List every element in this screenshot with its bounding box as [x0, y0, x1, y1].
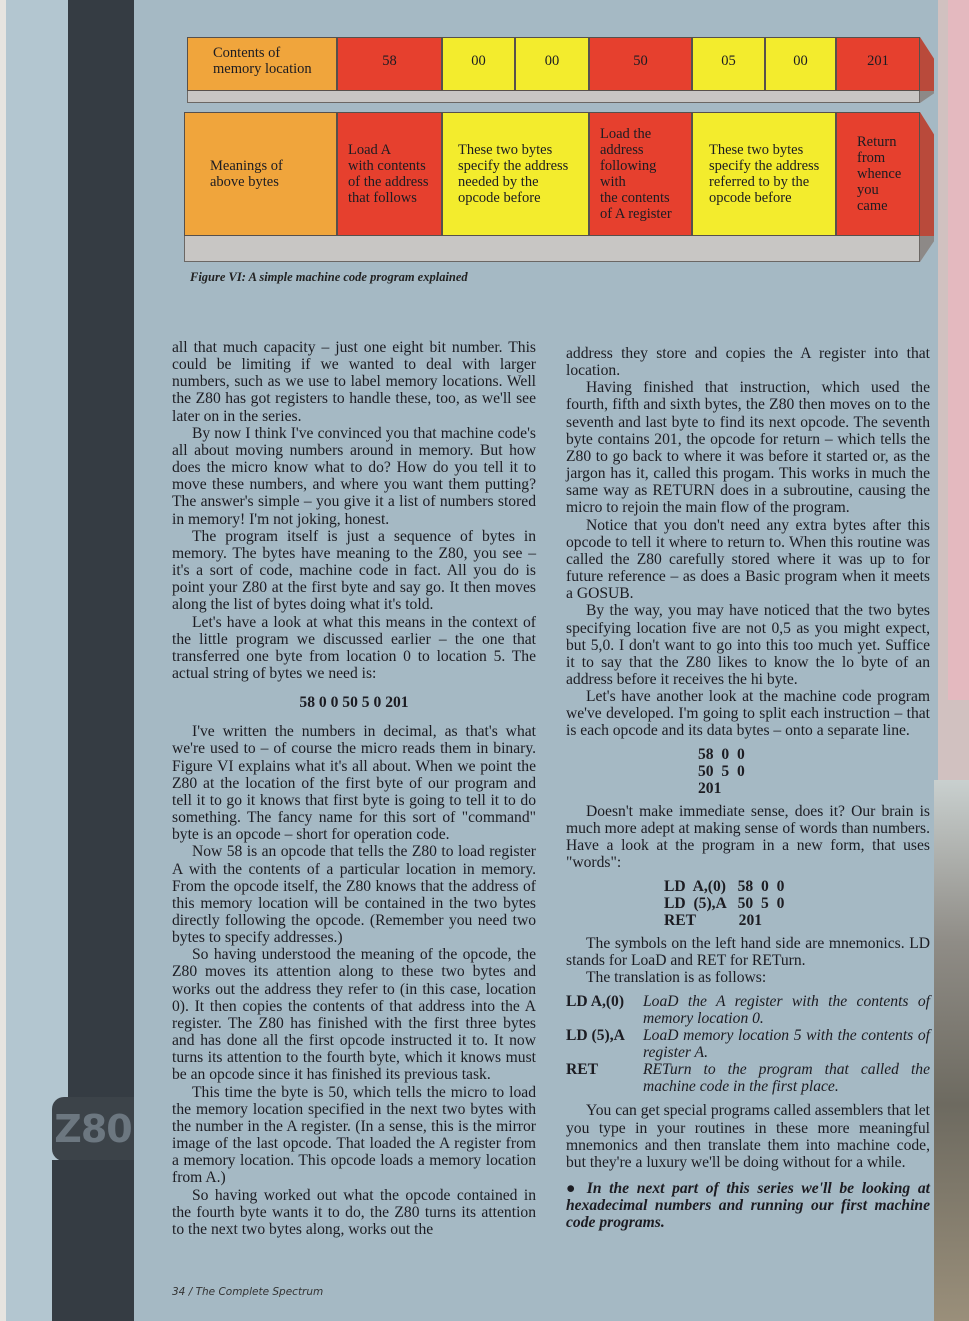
- mnemonic-row: [566, 1027, 930, 1061]
- paragraph: Let's have another look at the machine code program we've developed. I'm going to split each instruction – that is each opcode and its data bytes – onto a separate line.: [566, 688, 930, 740]
- bottom-row-side: [920, 112, 934, 236]
- mnemonic-desc: LoaD memory location 5 with the contents of register A.: [643, 1026, 930, 1061]
- code-block-mnemonics: [664, 878, 930, 929]
- paragraph: By the way, you may have noticed that the two bytes specifying location five are not 0,5 as you might expect, but 5,0. I don't want to go into this too much yet. Suffice it to say that the Z80 likes to know the lo byte of an address before it receives the hi byte.: [566, 602, 930, 688]
- byte-cell-1: [337, 37, 442, 91]
- byte-value: 58: [382, 53, 397, 69]
- page-edge: [0, 0, 6, 1321]
- paragraph: The program itself is just a sequence of bytes in memory. The bytes have meaning to the Z80, you see – it's a sort of code, machine code in fact. All you do is point your Z80 at the first byte and say go. It then moves along the list of bytes doing what it's told.: [172, 527, 536, 614]
- byte-value: 50: [633, 53, 648, 69]
- paragraph: The translation is as follows:: [586, 969, 767, 987]
- byte-value: 00: [544, 53, 560, 69]
- left-column: [172, 339, 536, 1238]
- byte-value: 05: [721, 53, 736, 69]
- code-line: 201: [698, 779, 722, 797]
- byte-cell-2: [442, 37, 515, 91]
- meaning-cell-4: [692, 112, 836, 236]
- paragraph: This time the byte is 50, which tells the micro to load the memory location specified in the next two bytes with the number in the A register. (In a sense, this is the mirror image of the last opcode. That loaded the A register from a memory location. This opcode loads a memory location from A.): [172, 1083, 536, 1187]
- paragraph: Doesn't make immediate sense, does it? Our brain is much more adept at making sense of words than numbers. Have a look at the program in a new form, that uses "words":: [566, 803, 930, 872]
- meaning-text: Load the address following with the contents of A register: [600, 126, 672, 222]
- right-margin-pink: [948, 0, 969, 700]
- paragraph: Let's have a look at what this means in the context of the little program we discussed earlier – the one that transferred one byte from location 0 to location 5. The actual string of bytes we need is:: [172, 613, 536, 682]
- paragraph: So having understood the meaning of the opcode, the Z80 moves its attention along to these two bytes and works out the address they refer to (in this case, location 0). It then copies the contents of that address into the A register. The Z80 has finished with the first three bytes and has done all the first opcode instructed it to. It now turns its attention to the fourth byte, which it knows must be an opcode since it has finished its previous task.: [172, 946, 536, 1084]
- page-footer: 34 / The Complete Spectrum: [172, 1286, 324, 1298]
- meaning-text: Return from whence you came: [857, 134, 902, 214]
- code-line: 50 5 0: [698, 762, 745, 780]
- side-bar-lower: [52, 1160, 134, 1321]
- paragraph: address they store and copies the A register into that location.: [566, 345, 930, 380]
- paragraph: By now I think I've convinced you that machine code's all about moving numbers around in memory. But how does the micro know what to do? How do you tell it to move these numbers, and where you want them putting? The answer's simple – you give it a list of numbers stored in memory! I'm not joking, honest.: [172, 424, 536, 528]
- meanings-label: Meanings of above bytes: [210, 158, 283, 190]
- code-line: 58 0 0: [698, 745, 745, 763]
- bottom-row-ledge: [184, 236, 920, 262]
- meaning-cell-3: [589, 112, 692, 236]
- meaning-text: These two bytes specify the address needed by the opcode before: [458, 142, 569, 206]
- code-line: RET 201: [664, 911, 763, 929]
- meaning-text: Load A with contents of the address that follows: [348, 142, 429, 206]
- byte-string: 58 0 0 50 5 0 201: [299, 694, 409, 712]
- z80-side-tab: Z80: [52, 1097, 134, 1161]
- mnemonic-desc: RETurn to the program that called the machine code in the first place.: [643, 1061, 930, 1096]
- mnemonic-key: RET: [566, 1061, 599, 1079]
- contents-label-cell: [187, 37, 337, 91]
- right-column: [566, 345, 930, 1232]
- mnemonic-key: LD (5),A: [566, 1026, 625, 1044]
- top-ledge-corner: [920, 91, 934, 103]
- meaning-cell-1: [337, 112, 442, 236]
- paragraph: The symbols on the left hand side are mnemonics. LD stands for LoaD and RET for RETurn.: [566, 935, 930, 970]
- paragraph: So having worked out what the opcode contained in the fourth byte wants it to do, the Z80 turns its attention to the next two bytes along, works out the: [172, 1186, 536, 1238]
- mnemonic-row: [566, 1061, 930, 1095]
- byte-cell-6: [765, 37, 836, 91]
- paragraph: You can get special programs called assemblers that let you type in your routines in these more meaningful mnemonics and then translate them into machine code, but they're a luxury we'll be doing without for a while.: [566, 1102, 930, 1171]
- bottom-ledge-corner: [920, 236, 934, 262]
- mnemonic-desc: LoaD the A register with the contents of memory location 0.: [643, 992, 930, 1027]
- paragraph: Notice that you don't need any extra bytes after this opcode to tell it where to return to. When this routine was called the Z80 carefully stored where it was up to for future reference – as does a Basic program when it meets a GOSUB.: [566, 516, 930, 603]
- byte-value: 201: [867, 53, 889, 69]
- byte-cell-7: [836, 37, 920, 91]
- paragraph: all that much capacity – just one eight bit number. This could be limiting if we wanted to deal with larger numbers, such as we use to label memory locations. Well the Z80 has got registers to handle these, too, as we'll see later on in the series.: [172, 339, 536, 425]
- meanings-label-cell: [184, 112, 337, 236]
- top-row-side: [920, 37, 934, 91]
- byte-value: 00: [793, 53, 808, 69]
- byte-value: 00: [471, 53, 486, 69]
- mnemonic-row: [566, 993, 930, 1027]
- paragraph: Now 58 is an opcode that tells the Z80 to load register A with the contents of a particular location in memory. From the opcode itself, the Z80 knows that the address of this memory location will be contained in the two bytes directly following the opcode. (Remember you need two bytes to specify addresses.): [172, 843, 536, 947]
- paragraph: Having finished that instruction, which used the fourth, fifth and sixth bytes, the Z80 then moves on to the seventh and last byte to find its next opcode. The seventh byte contains 201, the opcode for return – which tells the Z80 to go back to where it was before it started or, as the jargon has it, called this progam. This works in much the same way as RETURN does in a subroutine, causing the micro to rejoin the main flow of the program.: [566, 379, 930, 517]
- meaning-text: These two bytes specify the address referred to by the opcode before: [709, 142, 820, 206]
- figure-caption: Figure VI: A simple machine code program explained: [190, 270, 468, 284]
- byte-cell-3: [515, 37, 589, 91]
- next-part-note: ● In the next part of this series we'll be looking at hexadecimal numbers and running our first machine code programs.: [566, 1180, 930, 1232]
- code-line: LD A,(0) 58 0 0: [664, 877, 785, 895]
- byte-cell-5: [692, 37, 765, 91]
- meaning-cell-2: [442, 112, 589, 236]
- code-block-numbers: [698, 746, 930, 797]
- paragraph: I've written the numbers in decimal, as that's what we're used to – of course the micro reads them in binary. Figure VI explains what it's all about. When we point the Z80 at the location of the first byte of our program and tell it to go it knows that first byte is going to tell it to do something. The fancy name for this sort of "command" byte is an opcode – short for operation code.: [172, 723, 536, 844]
- contents-label: Contents of memory location: [213, 45, 312, 77]
- top-row-ledge: [187, 91, 920, 103]
- right-margin-photo: [934, 780, 969, 1321]
- mnemonic-key: LD A,(0): [566, 992, 625, 1010]
- byte-cell-4: [589, 37, 692, 91]
- side-bar: [68, 0, 134, 1097]
- code-line: LD (5),A 50 5 0: [664, 894, 785, 912]
- meaning-cell-5: [836, 112, 920, 236]
